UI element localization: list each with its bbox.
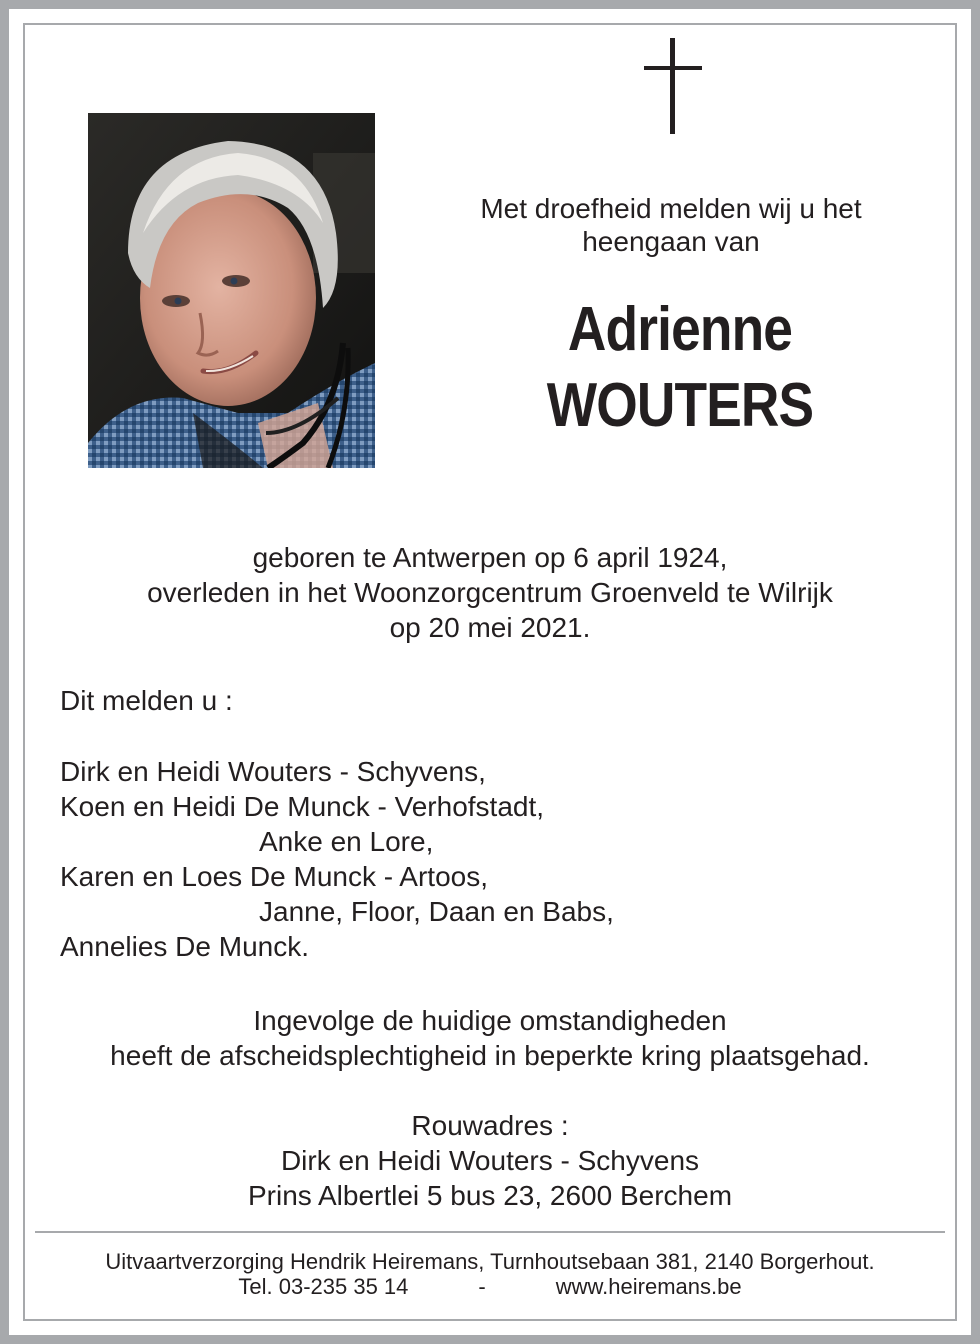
family-line: Karen en Loes De Munck - Artoos, — [60, 861, 488, 892]
website-link[interactable]: www.heiremans.be — [555, 1274, 742, 1299]
family-list — [60, 754, 920, 964]
address-name: Dirk en Heidi Wouters - Schyvens — [280, 1145, 700, 1176]
ceremony-notice — [40, 1003, 940, 1073]
funeral-home-line: Uitvaartverzorging Hendrik Heiremans, Turnhoutsebaan 381, 2140 Borgerhout. — [105, 1249, 875, 1274]
notice-line-2: heeft de afscheidsplechtigheid in beperkte kring plaatsgehad. — [110, 1040, 870, 1071]
intro-line-2: heengaan van — [582, 226, 760, 257]
life-details — [40, 540, 940, 645]
family-line: Dirk en Heidi Wouters - Schyvens, — [60, 756, 486, 787]
death-date-line: op 20 mei 2021. — [389, 612, 591, 643]
birth-line: geboren te Antwerpen op 6 april 1924, — [252, 542, 728, 573]
family-line: Annelies De Munck. — [60, 931, 310, 962]
portrait-photo — [88, 113, 375, 468]
death-place-line: overleden in het Woonzorgcentrum Groenveld te Wilrijk — [147, 577, 833, 608]
address-label: Rouwadres : — [411, 1110, 569, 1141]
notice-line-1: Ingevolge de huidige omstandigheden — [253, 1005, 727, 1036]
footer-divider — [35, 1231, 945, 1233]
intro-text — [420, 192, 922, 258]
cross-icon — [644, 38, 702, 134]
footer — [40, 1249, 940, 1299]
family-line: Janne, Floor, Daan en Babs, — [259, 896, 614, 927]
phone-number: Tel. 03-235 35 14 — [238, 1274, 409, 1299]
address-street: Prins Albertlei 5 bus 23, 2600 Berchem — [247, 1180, 733, 1211]
last-name: WOUTERS — [546, 371, 814, 440]
family-line: Anke en Lore, — [259, 826, 434, 857]
mourning-address — [40, 1108, 940, 1213]
contact-line — [40, 1274, 940, 1299]
intro-line-1: Met droefheid melden wij u het — [480, 193, 862, 224]
contact-separator: - — [478, 1274, 486, 1299]
deceased-name — [508, 292, 852, 444]
first-name: Adrienne — [567, 295, 793, 364]
family-line: Koen en Heidi De Munck - Verhofstadt, — [60, 791, 545, 822]
announcers-label: Dit melden u : — [60, 685, 233, 716]
